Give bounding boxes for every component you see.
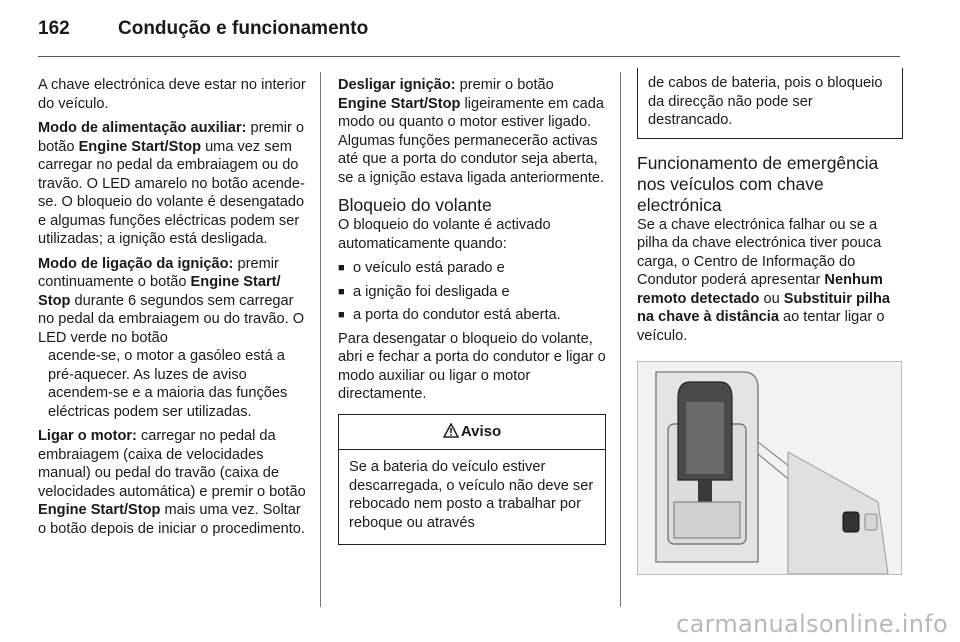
auxiliary-mode-paragraph (38, 119, 306, 249)
column-2 (338, 76, 606, 545)
key-slot-drawing (638, 362, 901, 574)
message-replace-battery: Substituir pilha na chave à distância (637, 290, 891, 325)
list-item: ■ o veículo está parado e (338, 259, 606, 278)
steering-lock-conditions (338, 259, 606, 325)
column-1 (38, 76, 306, 544)
text-span: premir o botão (38, 120, 304, 155)
auxiliary-mode-label: Modo de alimentação auxiliar: (38, 120, 247, 136)
steering-lock-intro: O bloqueio do volante é activado automaticamente quando: (338, 217, 551, 252)
text-span: carregar no pedal da embraiagem (caixa de velocidades manual) ou pedal do travão (caixa de velocidades automática) e premir o botão (38, 428, 306, 500)
text-span: uma vez sem carregar no pedal da embraiagem ou do travão. O LED amarelo no botão acende-se. O bloqueio do volante é desengatado e algumas funções eléctricas podem ser utilizadas; a ignição está desligada. (38, 138, 305, 247)
page-number: 162 (38, 18, 70, 39)
engine-start-stop-term: Engine Start/ Stop (38, 274, 281, 309)
text-span: ou (759, 290, 784, 307)
message-no-remote: Nenhum remoto detectado (637, 272, 883, 307)
text-span: ao tentar ligar o veículo. (637, 309, 885, 344)
ignition-off-label: Desligar ignição: (338, 77, 456, 93)
page-header (38, 14, 900, 48)
engine-start-stop-term: Engine Start/Stop (38, 502, 161, 518)
list-item: ■ a porta do condutor está aberta. (338, 306, 606, 325)
ignition-mode-label: Modo de ligação da ignição: (38, 255, 234, 272)
engine-start-stop-term: Engine Start/Stop (78, 138, 202, 155)
warning-title: Aviso (460, 422, 502, 440)
column-divider (620, 72, 621, 607)
text-span: durante 6 segundos sem carregar no pedal da embraiagem ou do travão. O LED verde no botão (38, 292, 305, 346)
text-span: premir o botão (455, 77, 554, 93)
column-3 (637, 72, 903, 575)
key-slot-illustration (637, 361, 902, 575)
engine-start-stop-term: Engine Start/Stop (338, 95, 461, 112)
steering-lock-heading: Bloqueio do volante (338, 195, 492, 215)
emergency-operation-heading: Funcionamento de emergência nos veículos com chave electrónica (637, 152, 879, 215)
warning-triangle-icon (443, 423, 459, 444)
text-span: ligeiramente em cada modo ou quanto o motor estiver ligado. Algumas funções permanecerão activas até que a porta do condutor seja aberta, se a ignição estava ligada anteriormente. (338, 95, 605, 186)
warning-box (338, 414, 606, 546)
text-span: acende-se, o motor a gasóleo está a pré-aquecer. As luzes de aviso acendem-se e a maioria das funções eléctricas podem ser utilizadas. (48, 348, 288, 420)
header-rule (38, 56, 900, 57)
intro-paragraph: A chave electrónica deve estar no interior do veículo. (38, 77, 306, 112)
warning-box-continuation: de cabos de bateria, pois o bloqueio da direcção não pode ser destrancado. (637, 68, 903, 139)
emergency-operation-paragraph (637, 216, 903, 346)
text-span: premir continuamente o botão (38, 255, 279, 290)
steering-unlock-paragraph: Para desengatar o bloqueio do volante, abri e fechar a porta do condutor e ligar o modo auxiliar ou ligar o motor directamente. (338, 330, 606, 402)
chapter-title: Condução e funcionamento (118, 18, 369, 39)
start-engine-label: Ligar o motor: (38, 428, 137, 444)
ignition-off-paragraph (338, 76, 606, 187)
ignition-mode-paragraph (38, 255, 306, 422)
warning-box-header (339, 415, 605, 451)
start-engine-paragraph (38, 427, 306, 538)
list-item: ■ a ignição foi desligada e (338, 283, 606, 302)
text-span: Se a chave electrónica falhar ou se a pilha da chave electrónica tiver pouca carga, o Centro de Informação do Condutor poderá apresentar (637, 216, 882, 288)
column-divider (320, 72, 321, 607)
watermark: carmanualsonline.info (676, 610, 948, 638)
text-span: mais uma vez. Soltar o botão depois de iniciar o procedimento. (38, 502, 305, 537)
warning-text: Se a bateria do veículo estiver descarregada, o veículo não deve ser rebocado nem posto a trabalhar por reboque ou através (349, 459, 594, 531)
